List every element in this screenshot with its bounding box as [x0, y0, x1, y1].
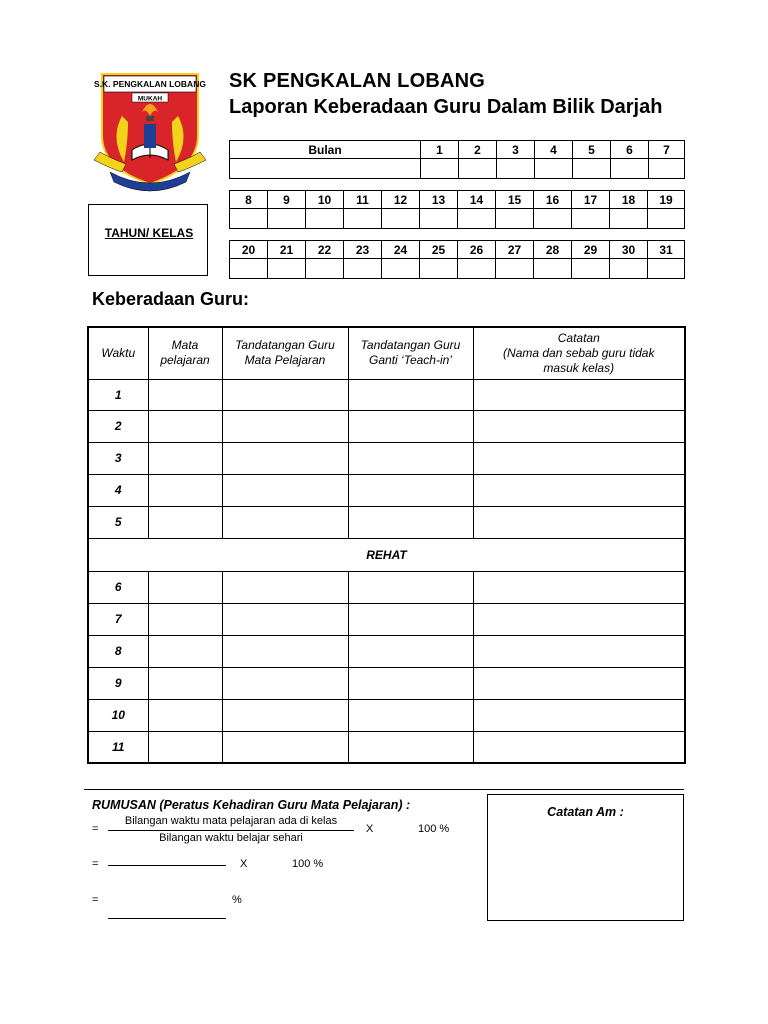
day-cell[interactable]	[421, 159, 459, 179]
day-cell[interactable]	[420, 209, 458, 229]
day-cell[interactable]	[459, 159, 497, 179]
day-label: 2	[459, 141, 497, 159]
day-label: 24	[382, 241, 420, 259]
answer-line[interactable]	[108, 865, 226, 866]
mata-pelajaran-cell[interactable]	[148, 635, 222, 667]
waktu-number: 5	[88, 506, 148, 538]
day-label: 16	[534, 191, 572, 209]
table-row	[88, 731, 685, 763]
school-name: SK PENGKALAN LOBANG	[229, 70, 486, 92]
mata-pelajaran-header: Mata pelajaran	[148, 327, 222, 379]
day-label: 4	[535, 141, 573, 159]
catatan-cell[interactable]	[473, 731, 685, 763]
day-label: 6	[611, 141, 649, 159]
day-label: 25	[420, 241, 458, 259]
tandatangan-guru-cell[interactable]	[222, 635, 348, 667]
mata-pelajaran-cell[interactable]	[148, 474, 222, 506]
day-cell[interactable]	[611, 159, 649, 179]
catatan-header: Catatan (Nama dan sebab guru tidak masuk kelas)	[473, 327, 685, 379]
day-label: 7	[649, 141, 685, 159]
section-divider	[84, 789, 684, 790]
calendar-row-3	[229, 240, 685, 279]
tandatangan-guru-cell[interactable]	[222, 379, 348, 410]
day-cell[interactable]	[230, 209, 268, 229]
catatan-cell[interactable]	[473, 571, 685, 603]
table-header-row	[88, 327, 685, 379]
table-row	[88, 603, 685, 635]
hundred-percent: 100 %	[292, 858, 324, 870]
report-title: Laporan Keberadaan Guru Dalam Bilik Darjah	[229, 96, 663, 118]
waktu-number: 8	[88, 635, 148, 667]
logo-text: S.K. PENGKALAN LOBANG	[94, 79, 206, 89]
tandatangan-guru-cell[interactable]	[222, 667, 348, 699]
catatan-cell[interactable]	[473, 699, 685, 731]
table-row	[88, 506, 685, 538]
times-sign: X	[240, 858, 248, 870]
fraction-denominator: Bilangan waktu belajar sehari	[159, 832, 303, 844]
day-label: 9	[268, 191, 306, 209]
mata-pelajaran-cell[interactable]	[148, 603, 222, 635]
day-label: 10	[306, 191, 344, 209]
day-cell[interactable]	[496, 209, 534, 229]
day-cell[interactable]	[535, 159, 573, 179]
catatan-cell[interactable]	[473, 474, 685, 506]
mata-pelajaran-cell[interactable]	[148, 667, 222, 699]
tandatangan-guru-cell[interactable]	[222, 603, 348, 635]
day-cell[interactable]	[610, 209, 648, 229]
day-label: 30	[610, 241, 648, 259]
tandatangan-guru-cell[interactable]	[222, 410, 348, 442]
day-label: 19	[648, 191, 685, 209]
day-cell[interactable]	[573, 159, 611, 179]
mata-pelajaran-cell[interactable]	[148, 506, 222, 538]
catatan-cell[interactable]	[473, 506, 685, 538]
day-cell[interactable]	[496, 259, 534, 279]
day-label: 8	[230, 191, 268, 209]
mata-pelajaran-cell[interactable]	[148, 731, 222, 763]
waktu-number: 10	[88, 699, 148, 731]
catatan-cell[interactable]	[473, 410, 685, 442]
day-cell[interactable]	[648, 259, 685, 279]
tandatangan-ganti-cell[interactable]	[348, 635, 473, 667]
day-label: 5	[573, 141, 611, 159]
equals-sign: =	[92, 894, 99, 906]
day-label: 14	[458, 191, 496, 209]
day-label: 21	[268, 241, 306, 259]
tandatangan-ganti-cell[interactable]	[348, 474, 473, 506]
day-cell[interactable]	[534, 209, 572, 229]
day-cell[interactable]	[344, 209, 382, 229]
mata-pelajaran-cell[interactable]	[148, 442, 222, 474]
rehat-label: REHAT	[88, 538, 685, 571]
day-label: 13	[420, 191, 458, 209]
day-label: 11	[344, 191, 382, 209]
waktu-number: 9	[88, 667, 148, 699]
day-cell[interactable]	[306, 259, 344, 279]
table-row	[88, 699, 685, 731]
rumusan-title: RUMUSAN (Peratus Kehadiran Guru Mata Pelajaran) :	[92, 798, 411, 812]
day-cell[interactable]	[572, 209, 610, 229]
tandatangan-ganti-cell[interactable]	[348, 410, 473, 442]
tandatangan-guru-header: Tandatangan Guru Mata Pelajaran	[222, 327, 348, 379]
day-label: 18	[610, 191, 648, 209]
tandatangan-ganti-cell[interactable]	[348, 379, 473, 410]
day-cell[interactable]	[382, 209, 420, 229]
school-logo	[94, 72, 206, 196]
day-label: 22	[306, 241, 344, 259]
catatan-cell[interactable]	[473, 635, 685, 667]
waktu-number: 3	[88, 442, 148, 474]
day-cell[interactable]	[572, 259, 610, 279]
day-cell[interactable]	[458, 259, 496, 279]
logo-subtext: MUKAH	[137, 95, 163, 103]
day-label: 1	[421, 141, 459, 159]
table-row	[88, 379, 685, 410]
day-cell[interactable]	[610, 259, 648, 279]
day-cell[interactable]	[268, 259, 306, 279]
day-label: 15	[496, 191, 534, 209]
percent-sign: %	[232, 894, 242, 906]
day-cell[interactable]	[497, 159, 535, 179]
answer-line[interactable]	[108, 918, 226, 919]
waktu-number: 2	[88, 410, 148, 442]
waktu-number: 7	[88, 603, 148, 635]
day-label: 12	[382, 191, 420, 209]
rehat-row	[88, 538, 685, 571]
day-label: 29	[572, 241, 610, 259]
day-label: 28	[534, 241, 572, 259]
month-label: Bulan	[230, 141, 421, 159]
catatan-am-label: Catatan Am :	[547, 805, 624, 819]
mata-pelajaran-cell[interactable]	[148, 410, 222, 442]
table-row	[88, 571, 685, 603]
day-cell[interactable]	[268, 209, 306, 229]
table-row	[88, 474, 685, 506]
tandatangan-ganti-header: Tandatangan Guru Ganti ‘Teach-in’	[348, 327, 473, 379]
tandatangan-guru-cell[interactable]	[222, 731, 348, 763]
day-cell[interactable]	[649, 159, 685, 179]
day-label: 23	[344, 241, 382, 259]
table-row	[88, 410, 685, 442]
tandatangan-ganti-cell[interactable]	[348, 442, 473, 474]
section-title: Keberadaan Guru:	[92, 289, 250, 309]
waktu-number: 4	[88, 474, 148, 506]
tandatangan-ganti-cell[interactable]	[348, 667, 473, 699]
day-cell[interactable]	[458, 209, 496, 229]
hundred-percent: 100 %	[418, 823, 450, 835]
table-row	[88, 667, 685, 699]
tandatangan-guru-cell[interactable]	[222, 474, 348, 506]
waktu-header: Waktu	[88, 327, 148, 379]
tahun-kelas-box[interactable]	[88, 204, 208, 276]
fraction-bar	[108, 830, 354, 831]
day-cell[interactable]	[306, 209, 344, 229]
waktu-number: 1	[88, 379, 148, 410]
tandatangan-guru-cell[interactable]	[222, 442, 348, 474]
table-row	[88, 442, 685, 474]
catatan-cell[interactable]	[473, 603, 685, 635]
tandatangan-guru-cell[interactable]	[222, 506, 348, 538]
day-cell[interactable]	[648, 209, 685, 229]
equals-sign: =	[92, 858, 99, 870]
day-label: 3	[497, 141, 535, 159]
day-cell[interactable]	[382, 259, 420, 279]
attendance-table	[87, 326, 686, 764]
calendar-row-2	[229, 190, 685, 229]
tandatangan-guru-cell[interactable]	[222, 699, 348, 731]
day-cell[interactable]	[420, 259, 458, 279]
day-cell[interactable]	[344, 259, 382, 279]
tandatangan-ganti-cell[interactable]	[348, 603, 473, 635]
day-label: 31	[648, 241, 685, 259]
times-sign: X	[366, 823, 374, 835]
day-cell[interactable]	[230, 259, 268, 279]
fraction-numerator: Bilangan waktu mata pelajaran ada di kelas	[124, 815, 338, 827]
day-label: 20	[230, 241, 268, 259]
day-label: 17	[572, 191, 610, 209]
tandatangan-ganti-cell[interactable]	[348, 571, 473, 603]
day-label: 27	[496, 241, 534, 259]
table-row	[88, 635, 685, 667]
tandatangan-ganti-cell[interactable]	[348, 699, 473, 731]
equals-sign: =	[92, 823, 99, 835]
catatan-cell[interactable]	[473, 379, 685, 410]
mata-pelajaran-cell[interactable]	[148, 571, 222, 603]
calendar-row-1	[229, 140, 685, 179]
catatan-cell[interactable]	[473, 442, 685, 474]
tandatangan-ganti-cell[interactable]	[348, 506, 473, 538]
month-cell[interactable]	[230, 159, 421, 179]
catatan-cell[interactable]	[473, 667, 685, 699]
tandatangan-ganti-cell[interactable]	[348, 731, 473, 763]
waktu-number: 11	[88, 731, 148, 763]
tahun-kelas-label: TAHUN/ KELAS	[104, 226, 194, 240]
tandatangan-guru-cell[interactable]	[222, 571, 348, 603]
mata-pelajaran-cell[interactable]	[148, 379, 222, 410]
day-cell[interactable]	[534, 259, 572, 279]
waktu-number: 6	[88, 571, 148, 603]
day-label: 26	[458, 241, 496, 259]
mata-pelajaran-cell[interactable]	[148, 699, 222, 731]
